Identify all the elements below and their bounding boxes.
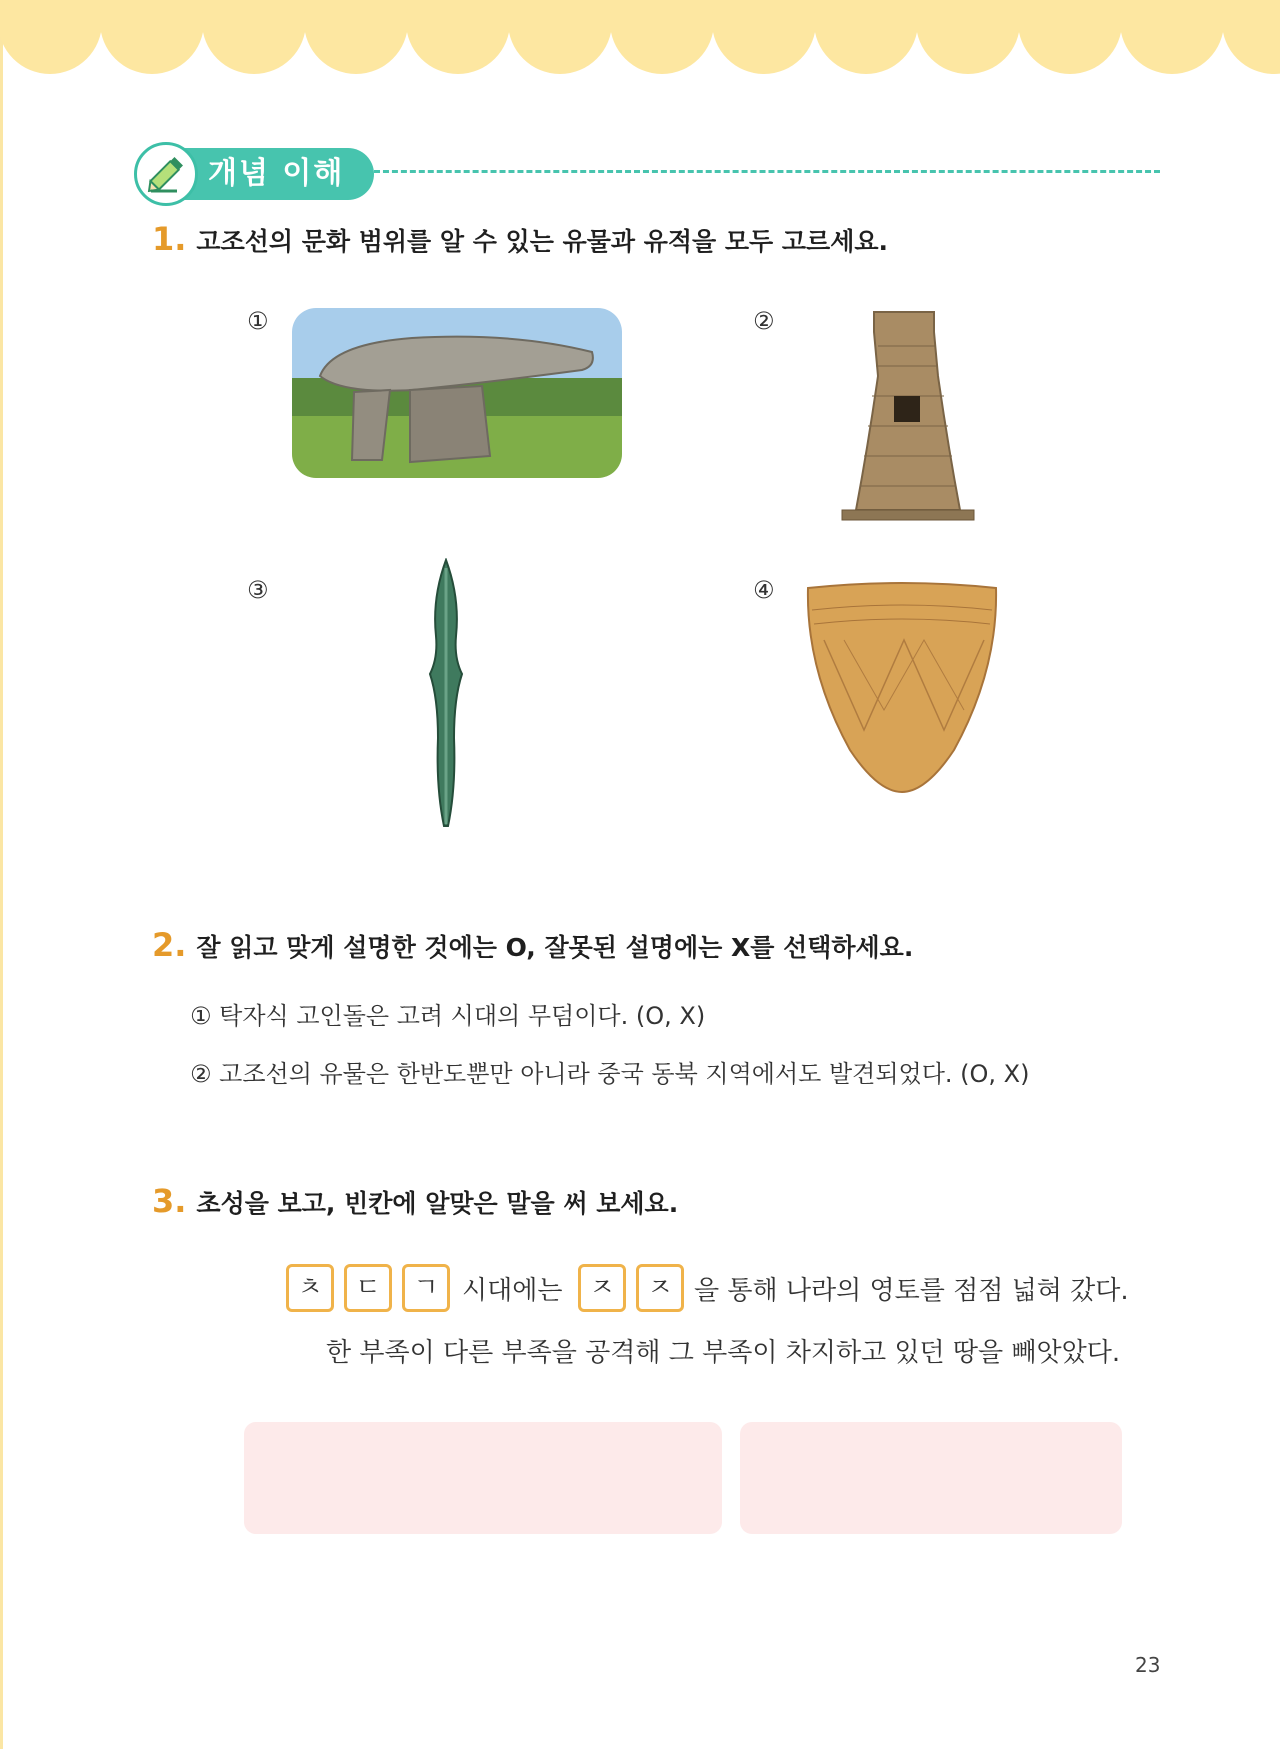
page-number: 23: [1135, 1653, 1161, 1677]
question-1-text: 고조선의 문화 범위를 알 수 있는 유물과 유적을 모두 고르세요.: [196, 227, 889, 256]
scalloped-header: [0, 0, 1280, 80]
initial-consonant-box: ㄷ: [344, 1264, 392, 1312]
statement-1[interactable]: ① 탁자식 고인돌은 고려 시대의 무덤이다. (O, X): [190, 1002, 706, 1030]
statement-2[interactable]: ② 고조선의 유물은 한반도뿐만 아니라 중국 동북 지역에서도 발견되었다. (O, X): [190, 1060, 1030, 1088]
question-3-text: 초성을 보고, 빈칸에 알맞은 말을 써 보세요.: [196, 1189, 679, 1218]
option-3-number[interactable]: ③: [247, 576, 269, 604]
option-2-number[interactable]: ②: [753, 307, 775, 335]
initial-consonant-box: ㅈ: [578, 1264, 626, 1312]
question-2-title: [152, 926, 913, 964]
sentence-part: 시대에는: [462, 1276, 563, 1306]
question-2-text: 잘 읽고 맞게 설명한 것에는 O, 잘못된 설명에는 X를 선택하세요.: [196, 933, 914, 962]
initial-consonant-box: ㅊ: [286, 1264, 334, 1312]
sentence-part: 을 통해 나라의 영토를 점점 넓혀 갔다.: [694, 1276, 1129, 1306]
pencil-icon: [137, 145, 195, 203]
answer-box-1[interactable]: [244, 1422, 722, 1534]
question-1-number: 1.: [152, 220, 187, 258]
comb-pattern-pottery-photo[interactable]: [804, 580, 1000, 794]
initial-consonant-box: ㅈ: [636, 1264, 684, 1312]
page-border-strip: [0, 0, 3, 1749]
hint-text: 한 부족이 다른 부족을 공격해 그 부족이 차지하고 있던 땅을 빼앗았다.: [326, 1338, 1121, 1368]
option-4-number[interactable]: ④: [753, 576, 775, 604]
concept-label: 개념 이해: [184, 148, 374, 200]
concept-badge: [134, 142, 374, 206]
pencil-icon-circle: [134, 142, 198, 206]
question-2-number: 2.: [152, 926, 187, 964]
option-1-number[interactable]: ①: [247, 307, 269, 335]
question-1-title: [152, 220, 888, 258]
initial-consonant-box: ㄱ: [402, 1264, 450, 1312]
stone-tower-photo[interactable]: [838, 306, 978, 524]
section-divider: [374, 170, 1160, 173]
bronze-dagger-photo[interactable]: [416, 558, 476, 830]
question-3-title: [152, 1182, 678, 1220]
question-3-number: 3.: [152, 1182, 187, 1220]
answer-box-2[interactable]: [740, 1422, 1122, 1534]
dolmen-photo[interactable]: [292, 308, 622, 478]
